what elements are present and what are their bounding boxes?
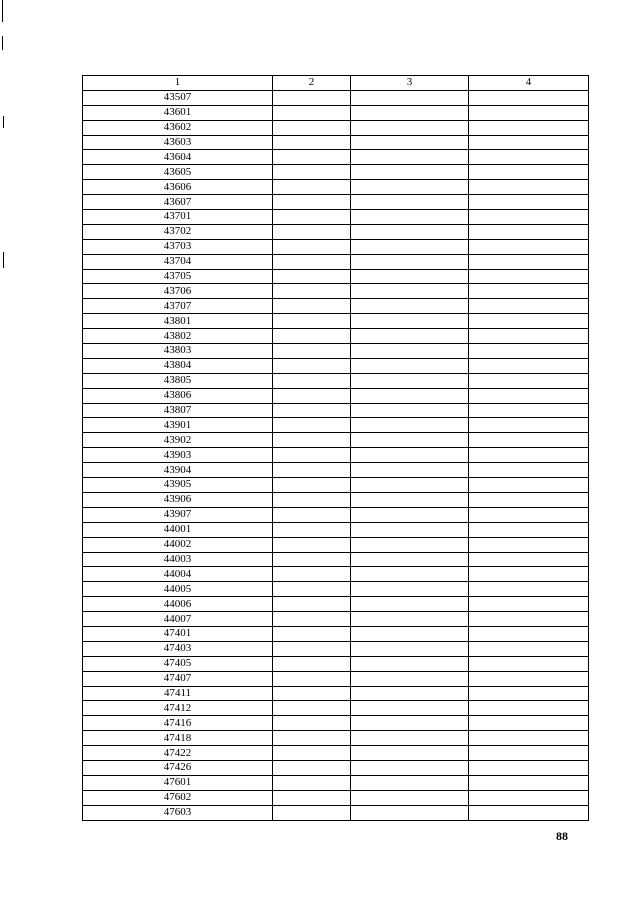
code-cell: 43605 — [83, 165, 273, 180]
code-cell: 43801 — [83, 314, 273, 329]
empty-cell — [469, 105, 589, 120]
empty-cell — [351, 686, 469, 701]
empty-cell — [469, 671, 589, 686]
code-cell: 44001 — [83, 522, 273, 537]
table-row — [83, 150, 589, 165]
table-row — [83, 686, 589, 701]
empty-cell — [273, 388, 351, 403]
code-cell: 43703 — [83, 239, 273, 254]
empty-cell — [273, 582, 351, 597]
empty-cell — [273, 656, 351, 671]
empty-cell — [273, 329, 351, 344]
empty-cell — [273, 269, 351, 284]
empty-cell — [469, 358, 589, 373]
empty-cell — [273, 686, 351, 701]
empty-cell — [351, 388, 469, 403]
empty-cell — [273, 597, 351, 612]
empty-cell — [351, 805, 469, 820]
empty-cell — [351, 731, 469, 746]
empty-cell — [273, 760, 351, 775]
empty-cell — [351, 656, 469, 671]
empty-cell — [273, 507, 351, 522]
table-row — [83, 254, 589, 269]
table-header-row — [83, 76, 589, 91]
empty-cell — [273, 180, 351, 195]
table-row — [83, 746, 589, 761]
code-cell: 43902 — [83, 433, 273, 448]
table-row — [83, 388, 589, 403]
column-header-1: 1 — [83, 76, 273, 91]
code-cell: 44002 — [83, 537, 273, 552]
empty-cell — [469, 507, 589, 522]
table-row — [83, 135, 589, 150]
code-cell: 44006 — [83, 597, 273, 612]
table-row — [83, 373, 589, 388]
table-row — [83, 805, 589, 820]
empty-cell — [469, 626, 589, 641]
table-row — [83, 760, 589, 775]
empty-cell — [469, 537, 589, 552]
empty-cell — [273, 626, 351, 641]
empty-cell — [351, 344, 469, 359]
table-row — [83, 522, 589, 537]
table-row — [83, 105, 589, 120]
code-cell: 43606 — [83, 180, 273, 195]
empty-cell — [273, 448, 351, 463]
table-row — [83, 344, 589, 359]
table-row — [83, 210, 589, 225]
scan-edge-mark — [2, 36, 3, 50]
code-cell: 43706 — [83, 284, 273, 299]
scan-edge-mark — [3, 252, 4, 268]
empty-cell — [469, 433, 589, 448]
empty-cell — [469, 731, 589, 746]
scan-edge-mark — [3, 116, 4, 128]
code-cell: 47411 — [83, 686, 273, 701]
code-table — [82, 75, 589, 821]
code-cell: 43602 — [83, 120, 273, 135]
table-row — [83, 597, 589, 612]
empty-cell — [351, 597, 469, 612]
empty-cell — [469, 90, 589, 105]
table-row — [83, 612, 589, 627]
table-row — [83, 239, 589, 254]
empty-cell — [469, 492, 589, 507]
code-cell: 47603 — [83, 805, 273, 820]
table-row — [83, 537, 589, 552]
code-cell: 43903 — [83, 448, 273, 463]
code-cell: 47403 — [83, 641, 273, 656]
empty-cell — [351, 671, 469, 686]
empty-cell — [351, 120, 469, 135]
column-header-2: 2 — [273, 76, 351, 91]
code-cell: 43805 — [83, 373, 273, 388]
code-cell: 43601 — [83, 105, 273, 120]
empty-cell — [351, 433, 469, 448]
table-row — [83, 671, 589, 686]
empty-cell — [351, 269, 469, 284]
empty-cell — [469, 135, 589, 150]
code-cell: 44004 — [83, 567, 273, 582]
empty-cell — [469, 463, 589, 478]
column-header-4: 4 — [469, 76, 589, 91]
empty-cell — [273, 358, 351, 373]
empty-cell — [273, 373, 351, 388]
code-cell: 43603 — [83, 135, 273, 150]
table-row — [83, 552, 589, 567]
empty-cell — [351, 239, 469, 254]
empty-cell — [469, 224, 589, 239]
table-row — [83, 701, 589, 716]
empty-cell — [351, 507, 469, 522]
code-cell: 43804 — [83, 358, 273, 373]
empty-cell — [273, 299, 351, 314]
empty-cell — [469, 805, 589, 820]
empty-cell — [273, 135, 351, 150]
empty-cell — [469, 582, 589, 597]
table-row — [83, 448, 589, 463]
empty-cell — [469, 284, 589, 299]
empty-cell — [273, 567, 351, 582]
table-row — [83, 463, 589, 478]
code-cell: 47416 — [83, 716, 273, 731]
code-cell: 43604 — [83, 150, 273, 165]
empty-cell — [273, 344, 351, 359]
empty-cell — [469, 790, 589, 805]
empty-cell — [469, 403, 589, 418]
empty-cell — [273, 701, 351, 716]
empty-cell — [351, 135, 469, 150]
empty-cell — [469, 195, 589, 210]
empty-cell — [351, 760, 469, 775]
code-cell: 43906 — [83, 492, 273, 507]
empty-cell — [351, 329, 469, 344]
empty-cell — [273, 463, 351, 478]
empty-cell — [273, 612, 351, 627]
empty-cell — [351, 210, 469, 225]
code-cell: 47412 — [83, 701, 273, 716]
empty-cell — [469, 597, 589, 612]
code-cell: 44005 — [83, 582, 273, 597]
empty-cell — [469, 150, 589, 165]
code-cell: 47407 — [83, 671, 273, 686]
table-row — [83, 299, 589, 314]
empty-cell — [273, 403, 351, 418]
table-row — [83, 269, 589, 284]
empty-cell — [469, 656, 589, 671]
empty-cell — [351, 626, 469, 641]
scan-edge-mark — [2, 0, 3, 22]
empty-cell — [273, 239, 351, 254]
empty-cell — [351, 701, 469, 716]
table-row — [83, 567, 589, 582]
empty-cell — [273, 433, 351, 448]
code-cell: 47418 — [83, 731, 273, 746]
empty-cell — [351, 552, 469, 567]
empty-cell — [273, 790, 351, 805]
table-row — [83, 582, 589, 597]
code-cell: 43907 — [83, 507, 273, 522]
table-row — [83, 224, 589, 239]
empty-cell — [469, 775, 589, 790]
code-cell: 43904 — [83, 463, 273, 478]
code-cell: 43705 — [83, 269, 273, 284]
empty-cell — [273, 224, 351, 239]
table-row — [83, 716, 589, 731]
empty-cell — [273, 105, 351, 120]
empty-cell — [351, 195, 469, 210]
table-row — [83, 492, 589, 507]
empty-cell — [273, 314, 351, 329]
code-cell: 43806 — [83, 388, 273, 403]
table-row — [83, 656, 589, 671]
table-row — [83, 284, 589, 299]
empty-cell — [469, 701, 589, 716]
empty-cell — [273, 210, 351, 225]
empty-cell — [351, 105, 469, 120]
code-cell: 47602 — [83, 790, 273, 805]
table-body — [83, 90, 589, 820]
code-cell: 47426 — [83, 760, 273, 775]
empty-cell — [351, 641, 469, 656]
code-cell: 43905 — [83, 478, 273, 493]
empty-cell — [351, 373, 469, 388]
empty-cell — [351, 612, 469, 627]
table-row — [83, 329, 589, 344]
empty-cell — [273, 805, 351, 820]
empty-cell — [469, 716, 589, 731]
empty-cell — [273, 90, 351, 105]
empty-cell — [469, 478, 589, 493]
table-row — [83, 731, 589, 746]
empty-cell — [469, 269, 589, 284]
table-row — [83, 626, 589, 641]
empty-cell — [351, 492, 469, 507]
empty-cell — [469, 299, 589, 314]
empty-cell — [469, 120, 589, 135]
code-cell: 47601 — [83, 775, 273, 790]
code-cell: 47405 — [83, 656, 273, 671]
empty-cell — [273, 731, 351, 746]
empty-cell — [273, 671, 351, 686]
table-row — [83, 478, 589, 493]
table-row — [83, 195, 589, 210]
empty-cell — [273, 775, 351, 790]
empty-cell — [273, 284, 351, 299]
empty-cell — [273, 537, 351, 552]
empty-cell — [273, 522, 351, 537]
empty-cell — [273, 165, 351, 180]
empty-cell — [469, 686, 589, 701]
table-row — [83, 418, 589, 433]
empty-cell — [351, 299, 469, 314]
empty-cell — [351, 716, 469, 731]
empty-cell — [469, 165, 589, 180]
empty-cell — [351, 537, 469, 552]
empty-cell — [469, 448, 589, 463]
empty-cell — [273, 418, 351, 433]
empty-cell — [351, 90, 469, 105]
table-row — [83, 403, 589, 418]
table-row — [83, 180, 589, 195]
empty-cell — [469, 746, 589, 761]
code-cell: 47401 — [83, 626, 273, 641]
empty-cell — [273, 641, 351, 656]
empty-cell — [351, 478, 469, 493]
empty-cell — [351, 284, 469, 299]
code-cell: 44007 — [83, 612, 273, 627]
empty-cell — [351, 180, 469, 195]
empty-cell — [469, 329, 589, 344]
empty-cell — [351, 165, 469, 180]
code-cell: 47422 — [83, 746, 273, 761]
empty-cell — [351, 463, 469, 478]
empty-cell — [469, 760, 589, 775]
page-number: 88 — [556, 829, 568, 843]
code-cell: 43901 — [83, 418, 273, 433]
empty-cell — [273, 716, 351, 731]
table-row — [83, 790, 589, 805]
empty-cell — [351, 448, 469, 463]
table-row — [83, 314, 589, 329]
table-row — [83, 507, 589, 522]
empty-cell — [351, 224, 469, 239]
empty-cell — [351, 314, 469, 329]
empty-cell — [273, 492, 351, 507]
empty-cell — [351, 582, 469, 597]
table-row — [83, 641, 589, 656]
empty-cell — [469, 239, 589, 254]
empty-cell — [351, 522, 469, 537]
empty-cell — [351, 150, 469, 165]
empty-cell — [273, 552, 351, 567]
empty-cell — [469, 418, 589, 433]
empty-cell — [351, 254, 469, 269]
code-cell: 43807 — [83, 403, 273, 418]
empty-cell — [273, 254, 351, 269]
empty-cell — [469, 641, 589, 656]
empty-cell — [351, 567, 469, 582]
empty-cell — [273, 746, 351, 761]
empty-cell — [351, 358, 469, 373]
empty-cell — [351, 403, 469, 418]
code-cell: 43507 — [83, 90, 273, 105]
empty-cell — [469, 254, 589, 269]
code-cell: 43701 — [83, 210, 273, 225]
table-row — [83, 433, 589, 448]
empty-cell — [469, 522, 589, 537]
code-cell: 43707 — [83, 299, 273, 314]
empty-cell — [351, 790, 469, 805]
empty-cell — [469, 314, 589, 329]
code-cell: 43802 — [83, 329, 273, 344]
empty-cell — [469, 388, 589, 403]
empty-cell — [469, 552, 589, 567]
empty-cell — [351, 418, 469, 433]
table-row — [83, 358, 589, 373]
empty-cell — [351, 746, 469, 761]
empty-cell — [273, 150, 351, 165]
empty-cell — [273, 120, 351, 135]
table-row — [83, 165, 589, 180]
empty-cell — [469, 567, 589, 582]
code-cell: 43704 — [83, 254, 273, 269]
table-row — [83, 90, 589, 105]
table-row — [83, 775, 589, 790]
code-cell: 44003 — [83, 552, 273, 567]
empty-cell — [273, 478, 351, 493]
empty-cell — [469, 373, 589, 388]
empty-cell — [273, 195, 351, 210]
empty-cell — [469, 180, 589, 195]
code-cell: 43803 — [83, 344, 273, 359]
code-cell: 43607 — [83, 195, 273, 210]
empty-cell — [469, 612, 589, 627]
empty-cell — [351, 775, 469, 790]
empty-cell — [469, 210, 589, 225]
code-cell: 43702 — [83, 224, 273, 239]
column-header-3: 3 — [351, 76, 469, 91]
table-row — [83, 120, 589, 135]
empty-cell — [469, 344, 589, 359]
